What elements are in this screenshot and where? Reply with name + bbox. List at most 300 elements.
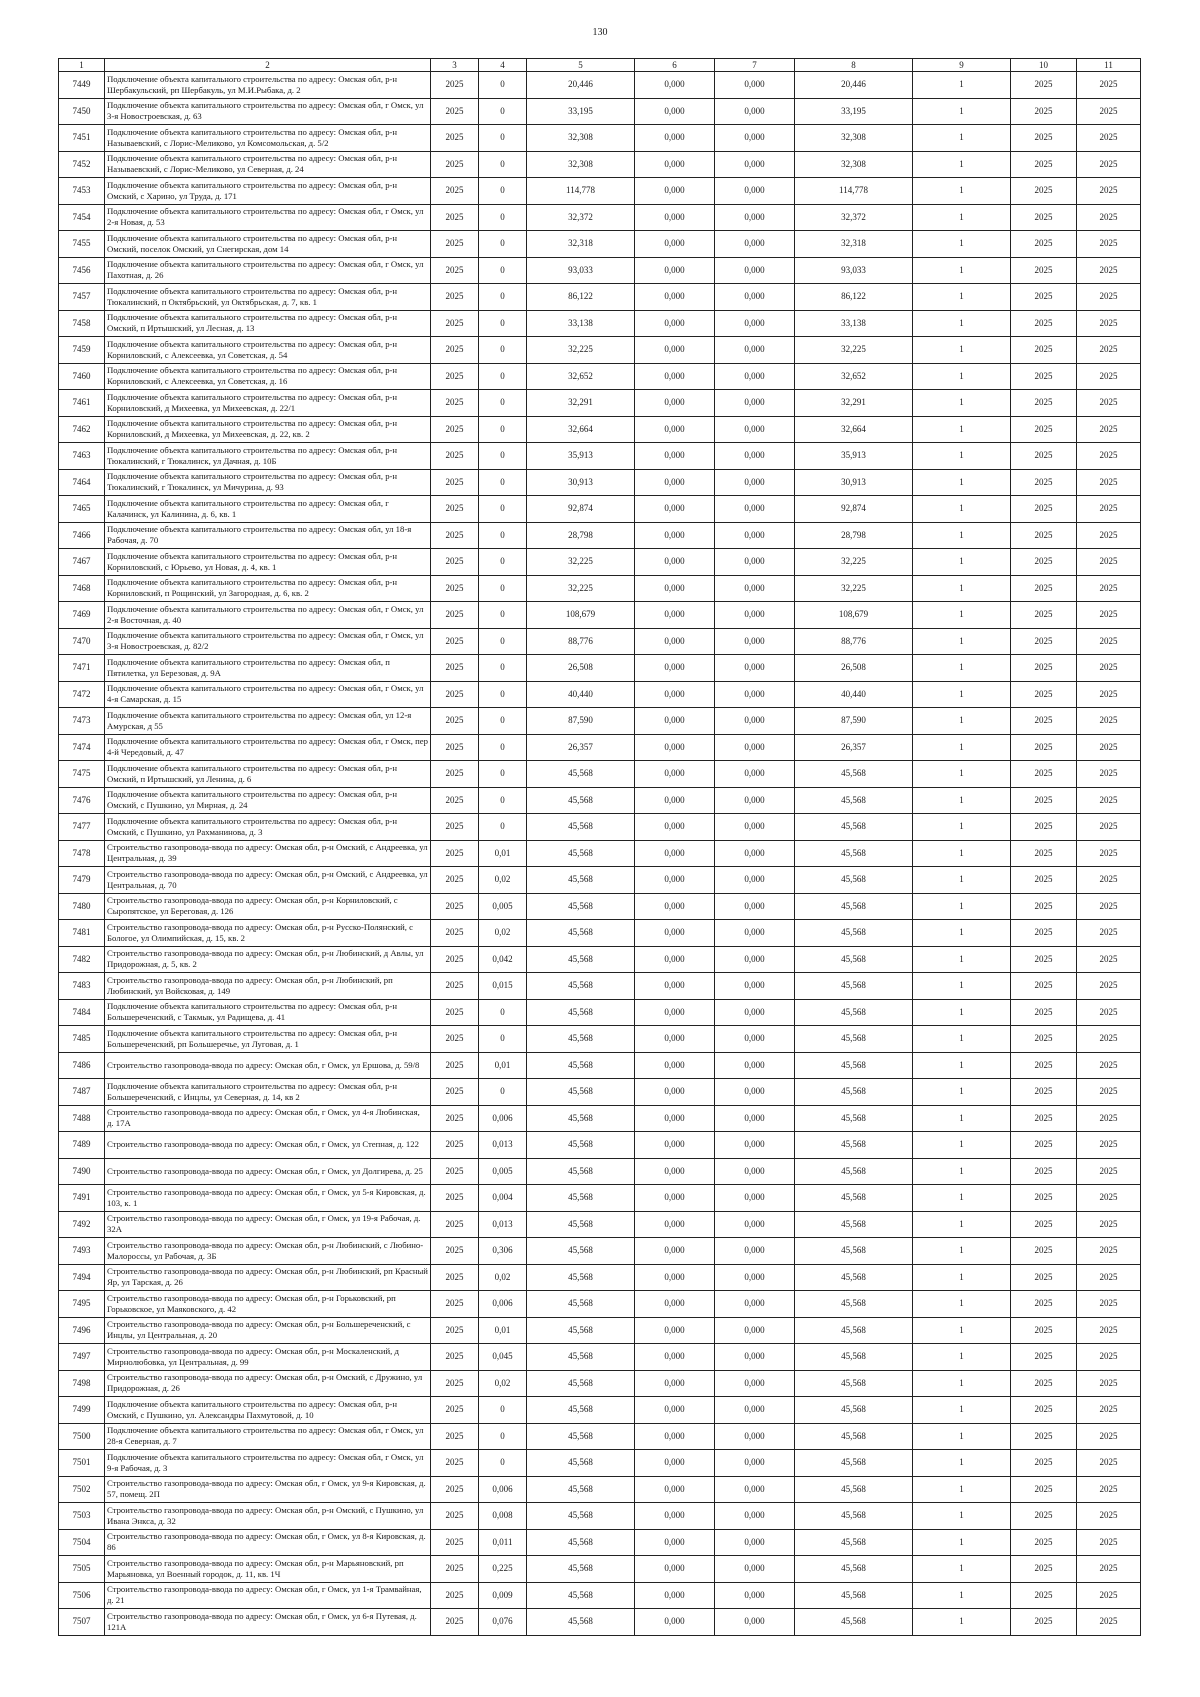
value-cell: 45,568	[527, 1317, 635, 1344]
value-cell: 0,000	[715, 1105, 795, 1132]
value-cell: 0,000	[715, 840, 795, 867]
value-cell: 87,590	[527, 708, 635, 735]
value-cell: 2025	[431, 496, 479, 523]
value-cell: 45,568	[527, 946, 635, 973]
table-row	[59, 98, 1141, 125]
value-cell: 2025	[431, 1397, 479, 1424]
value-cell: 1	[913, 390, 1011, 417]
value-cell: 45,568	[795, 1529, 913, 1556]
row-number-cell: 7504	[59, 1529, 105, 1556]
value-cell: 1	[913, 337, 1011, 364]
value-cell: 0,000	[635, 1556, 715, 1583]
value-cell: 0,000	[635, 231, 715, 258]
value-cell: 45,568	[795, 787, 913, 814]
value-cell: 86,122	[527, 284, 635, 311]
value-cell: 0,000	[635, 337, 715, 364]
value-cell: 1	[913, 1211, 1011, 1238]
description-cell: Подключение объекта капитального строительства по адресу: Омская обл, р-н Большереченский, с Такмык, ул Радищева, д. 41	[105, 999, 431, 1026]
row-number-cell: 7492	[59, 1211, 105, 1238]
value-cell: 2025	[1077, 1582, 1141, 1609]
value-cell: 0,000	[635, 787, 715, 814]
description-cell: Строительство газопровода-ввода по адресу: Омская обл, г Омск, ул 1-я Трамвайная, д. 21	[105, 1582, 431, 1609]
value-cell: 2025	[1077, 363, 1141, 390]
table-row	[59, 575, 1141, 602]
value-cell: 2025	[431, 655, 479, 682]
value-cell: 2025	[1077, 655, 1141, 682]
description-cell: Строительство газопровода-ввода по адресу: Омская обл, г Омск, ул 19-я Рабочая, д. 32А	[105, 1211, 431, 1238]
table-row	[59, 469, 1141, 496]
row-number-cell: 7459	[59, 337, 105, 364]
value-cell: 1	[913, 1105, 1011, 1132]
value-cell: 0,000	[715, 1476, 795, 1503]
value-cell: 0	[479, 1026, 527, 1053]
value-cell: 0	[479, 628, 527, 655]
value-cell: 2025	[1011, 761, 1077, 788]
value-cell: 2025	[431, 628, 479, 655]
value-cell: 2025	[1077, 628, 1141, 655]
value-cell: 0,02	[479, 1370, 527, 1397]
value-cell: 0,000	[715, 867, 795, 894]
table-row	[59, 787, 1141, 814]
value-cell: 2025	[1077, 1052, 1141, 1079]
value-cell: 0	[479, 814, 527, 841]
value-cell: 2025	[1011, 920, 1077, 947]
value-cell: 0,076	[479, 1609, 527, 1636]
value-cell: 2025	[431, 151, 479, 178]
value-cell: 26,357	[527, 734, 635, 761]
value-cell: 0,000	[635, 310, 715, 337]
value-cell: 2025	[1011, 840, 1077, 867]
value-cell: 2025	[1011, 363, 1077, 390]
value-cell: 2025	[1077, 125, 1141, 152]
table-row	[59, 310, 1141, 337]
value-cell: 2025	[1011, 310, 1077, 337]
value-cell: 0,000	[635, 1079, 715, 1106]
value-cell: 45,568	[527, 1105, 635, 1132]
value-cell: 0	[479, 390, 527, 417]
value-cell: 2025	[1077, 151, 1141, 178]
value-cell: 0,000	[715, 178, 795, 205]
value-cell: 2025	[1077, 1397, 1141, 1424]
value-cell: 2025	[1011, 1291, 1077, 1318]
row-number-cell: 7465	[59, 496, 105, 523]
value-cell: 0	[479, 522, 527, 549]
value-cell: 0,013	[479, 1211, 527, 1238]
value-cell: 32,225	[527, 549, 635, 576]
row-number-cell: 7456	[59, 257, 105, 284]
value-cell: 1	[913, 1529, 1011, 1556]
value-cell: 1	[913, 1423, 1011, 1450]
value-cell: 2025	[1077, 390, 1141, 417]
value-cell: 0,000	[635, 390, 715, 417]
value-cell: 45,568	[527, 1344, 635, 1371]
value-cell: 32,664	[795, 416, 913, 443]
value-cell: 0,000	[715, 1344, 795, 1371]
value-cell: 0,000	[635, 496, 715, 523]
description-cell: Подключение объекта капитального строительства по адресу: Омская обл, г Омск, пер 4-й Чередовый, д. 47	[105, 734, 431, 761]
value-cell: 2025	[431, 1609, 479, 1636]
row-number-cell: 7455	[59, 231, 105, 258]
value-cell: 0,045	[479, 1344, 527, 1371]
description-cell: Подключение объекта капитального строительства по адресу: Омская обл, р-н Омский, с Пушкино, ул. Александры Пахмутовой, д. 10	[105, 1397, 431, 1424]
value-cell: 32,652	[795, 363, 913, 390]
value-cell: 2025	[1011, 1026, 1077, 1053]
value-cell: 2025	[431, 1317, 479, 1344]
value-cell: 35,913	[795, 443, 913, 470]
value-cell: 2025	[1077, 575, 1141, 602]
value-cell: 45,568	[795, 1264, 913, 1291]
row-number-cell: 7500	[59, 1423, 105, 1450]
value-cell: 45,568	[527, 761, 635, 788]
value-cell: 2025	[1077, 1476, 1141, 1503]
value-cell: 2025	[1011, 867, 1077, 894]
row-number-cell: 7471	[59, 655, 105, 682]
value-cell: 0,000	[635, 1397, 715, 1424]
value-cell: 1	[913, 1450, 1011, 1477]
value-cell: 1	[913, 1026, 1011, 1053]
value-cell: 26,508	[527, 655, 635, 682]
description-cell: Подключение объекта капитального строительства по адресу: Омская обл, р-н Омский, п Иртышский, ул Лесная, д. 13	[105, 310, 431, 337]
row-number-cell: 7451	[59, 125, 105, 152]
value-cell: 0,225	[479, 1556, 527, 1583]
value-cell: 0,000	[715, 814, 795, 841]
value-cell: 1	[913, 469, 1011, 496]
value-cell: 2025	[431, 178, 479, 205]
row-number-cell: 7474	[59, 734, 105, 761]
row-number-cell: 7501	[59, 1450, 105, 1477]
value-cell: 45,568	[795, 893, 913, 920]
value-cell: 33,138	[795, 310, 913, 337]
value-cell: 45,568	[527, 999, 635, 1026]
description-cell: Строительство газопровода-ввода по адресу: Омская обл, г Омск, ул Долгирева, д. 25	[105, 1158, 431, 1185]
value-cell: 0,000	[715, 1423, 795, 1450]
value-cell: 2025	[1011, 1556, 1077, 1583]
value-cell: 2025	[1011, 72, 1077, 99]
value-cell: 87,590	[795, 708, 913, 735]
value-cell: 0,000	[635, 973, 715, 1000]
description-cell: Подключение объекта капитального строительства по адресу: Омская обл, г Омск, ул 2-я Восточная, д. 40	[105, 602, 431, 629]
value-cell: 0,000	[635, 1105, 715, 1132]
value-cell: 1	[913, 734, 1011, 761]
value-cell: 2025	[1077, 1132, 1141, 1159]
table-row	[59, 1185, 1141, 1212]
value-cell: 45,568	[527, 1582, 635, 1609]
value-cell: 2025	[1077, 549, 1141, 576]
value-cell: 0,000	[715, 1264, 795, 1291]
description-cell: Строительство газопровода-ввода по адресу: Омская обл, р-н Омский, с Андреевка, ул Центральная, д. 70	[105, 867, 431, 894]
value-cell: 1	[913, 708, 1011, 735]
row-number-cell: 7495	[59, 1291, 105, 1318]
description-cell: Подключение объекта капитального строительства по адресу: Омская обл, р-н Омский, поселок Омский, ул Снегирская, дом 14	[105, 231, 431, 258]
value-cell: 2025	[1077, 814, 1141, 841]
value-cell: 1	[913, 1344, 1011, 1371]
value-cell: 2025	[431, 1185, 479, 1212]
table-row	[59, 284, 1141, 311]
value-cell: 45,568	[795, 1450, 913, 1477]
description-cell: Подключение объекта капитального строительства по адресу: Омская обл, р-н Шербакульский, рп Шербакуль, ул М.И.Рыбака, д. 2	[105, 72, 431, 99]
value-cell: 2025	[431, 443, 479, 470]
table-row	[59, 814, 1141, 841]
description-cell: Подключение объекта капитального строительства по адресу: Омская обл, р-н Называевский, с Лорис-Меликово, ул Северная, д. 24	[105, 151, 431, 178]
value-cell: 2025	[431, 204, 479, 231]
table-row	[59, 257, 1141, 284]
value-cell: 114,778	[527, 178, 635, 205]
row-number-cell: 7453	[59, 178, 105, 205]
value-cell: 2025	[1077, 946, 1141, 973]
description-cell: Подключение объекта капитального строительства по адресу: Омская обл, р-н Омский, с Пушкино, ул Мирная, д. 24	[105, 787, 431, 814]
value-cell: 1	[913, 1158, 1011, 1185]
value-cell: 45,568	[527, 1503, 635, 1530]
value-cell: 2025	[1011, 734, 1077, 761]
value-cell: 45,568	[795, 973, 913, 1000]
value-cell: 1	[913, 840, 1011, 867]
value-cell: 0,000	[635, 1317, 715, 1344]
value-cell: 2025	[1011, 522, 1077, 549]
row-number-cell: 7461	[59, 390, 105, 417]
value-cell: 0,000	[635, 1476, 715, 1503]
description-cell: Строительство газопровода-ввода по адресу: Омская обл, г Омск, ул 5-я Кировская, д. 103, к. 1	[105, 1185, 431, 1212]
value-cell: 0,000	[715, 98, 795, 125]
value-cell: 0,000	[715, 469, 795, 496]
value-cell: 0,000	[715, 390, 795, 417]
row-number-cell: 7470	[59, 628, 105, 655]
value-cell: 2025	[431, 1291, 479, 1318]
table-row	[59, 1582, 1141, 1609]
value-cell: 0,000	[635, 178, 715, 205]
value-cell: 0,000	[635, 1158, 715, 1185]
description-cell: Подключение объекта капитального строительства по адресу: Омская обл, п Пятилетка, ул Березовая, д. 9А	[105, 655, 431, 682]
value-cell: 0,000	[715, 973, 795, 1000]
column-header-4: 4	[479, 59, 527, 72]
value-cell: 26,357	[795, 734, 913, 761]
value-cell: 45,568	[527, 1264, 635, 1291]
value-cell: 0,000	[715, 1158, 795, 1185]
table-row	[59, 151, 1141, 178]
description-cell: Подключение объекта капитального строительства по адресу: Омская обл, р-н Корниловский, с Юрьево, ул Новая, д. 4, кв. 1	[105, 549, 431, 576]
value-cell: 45,568	[795, 1185, 913, 1212]
table-row	[59, 1238, 1141, 1265]
value-cell: 0,000	[715, 628, 795, 655]
description-cell: Подключение объекта капитального строительства по адресу: Омская обл, р-н Корниловский, п Рощинский, ул Загородная, д. 6, кв. 2	[105, 575, 431, 602]
value-cell: 1	[913, 1370, 1011, 1397]
value-cell: 45,568	[795, 1158, 913, 1185]
value-cell: 2025	[431, 98, 479, 125]
value-cell: 0	[479, 655, 527, 682]
value-cell: 1	[913, 946, 1011, 973]
value-cell: 2025	[431, 602, 479, 629]
value-cell: 45,568	[795, 920, 913, 947]
value-cell: 2025	[1077, 496, 1141, 523]
value-cell: 0	[479, 496, 527, 523]
value-cell: 2025	[1077, 893, 1141, 920]
value-cell: 1	[913, 231, 1011, 258]
table-row	[59, 496, 1141, 523]
row-number-cell: 7473	[59, 708, 105, 735]
value-cell: 32,318	[795, 231, 913, 258]
value-cell: 2025	[431, 973, 479, 1000]
value-cell: 0,000	[635, 98, 715, 125]
value-cell: 2025	[1011, 443, 1077, 470]
value-cell: 1	[913, 575, 1011, 602]
value-cell: 26,508	[795, 655, 913, 682]
row-number-cell: 7487	[59, 1079, 105, 1106]
value-cell: 0	[479, 575, 527, 602]
value-cell: 45,568	[795, 999, 913, 1026]
value-cell: 2025	[1011, 1052, 1077, 1079]
value-cell: 0,000	[635, 284, 715, 311]
value-cell: 0	[479, 469, 527, 496]
row-number-cell: 7497	[59, 1344, 105, 1371]
description-cell: Строительство газопровода-ввода по адресу: Омская обл, р-н Любинский, с Любино-Малороссы, ул Рабочая, д. 3Б	[105, 1238, 431, 1265]
value-cell: 0,000	[715, 1185, 795, 1212]
value-cell: 2025	[1011, 1370, 1077, 1397]
row-number-cell: 7494	[59, 1264, 105, 1291]
value-cell: 1	[913, 999, 1011, 1026]
value-cell: 2025	[1011, 1423, 1077, 1450]
value-cell: 1	[913, 761, 1011, 788]
value-cell: 2025	[431, 416, 479, 443]
value-cell: 45,568	[527, 973, 635, 1000]
description-cell: Строительство газопровода-ввода по адресу: Омская обл, р-н Москаленский, д Мирнолюбовка, ул Центральная, д. 99	[105, 1344, 431, 1371]
value-cell: 45,568	[795, 1132, 913, 1159]
row-number-cell: 7482	[59, 946, 105, 973]
value-cell: 0	[479, 1423, 527, 1450]
value-cell: 2025	[1077, 443, 1141, 470]
row-number-cell: 7460	[59, 363, 105, 390]
table-row	[59, 708, 1141, 735]
value-cell: 32,291	[527, 390, 635, 417]
value-cell: 0,000	[635, 999, 715, 1026]
value-cell: 1	[913, 655, 1011, 682]
value-cell: 2025	[1011, 1079, 1077, 1106]
value-cell: 2025	[431, 284, 479, 311]
value-cell: 33,195	[795, 98, 913, 125]
value-cell: 1	[913, 1052, 1011, 1079]
value-cell: 0,000	[715, 1556, 795, 1583]
row-number-cell: 7490	[59, 1158, 105, 1185]
value-cell: 0,013	[479, 1132, 527, 1159]
value-cell: 2025	[431, 1158, 479, 1185]
value-cell: 1	[913, 1291, 1011, 1318]
value-cell: 0,000	[635, 363, 715, 390]
table-row	[59, 1211, 1141, 1238]
value-cell: 0	[479, 602, 527, 629]
value-cell: 0,000	[635, 257, 715, 284]
value-cell: 2025	[1077, 840, 1141, 867]
value-cell: 0,000	[635, 151, 715, 178]
value-cell: 1	[913, 920, 1011, 947]
value-cell: 0	[479, 337, 527, 364]
value-cell: 2025	[431, 1556, 479, 1583]
value-cell: 45,568	[795, 814, 913, 841]
row-number-cell: 7478	[59, 840, 105, 867]
value-cell: 2025	[1077, 204, 1141, 231]
value-cell: 1	[913, 310, 1011, 337]
value-cell: 45,568	[795, 1397, 913, 1424]
value-cell: 1	[913, 72, 1011, 99]
value-cell: 2025	[1011, 98, 1077, 125]
value-cell: 2025	[431, 231, 479, 258]
value-cell: 2025	[1077, 284, 1141, 311]
value-cell: 1	[913, 1582, 1011, 1609]
value-cell: 30,913	[527, 469, 635, 496]
description-cell: Строительство газопровода-ввода по адресу: Омская обл, р-н Любинский, рп Любинский, ул Войсковая, д. 149	[105, 973, 431, 1000]
row-number-cell: 7466	[59, 522, 105, 549]
value-cell: 2025	[1077, 1609, 1141, 1636]
value-cell: 0,000	[715, 1317, 795, 1344]
value-cell: 92,874	[527, 496, 635, 523]
description-cell: Строительство газопровода-ввода по адресу: Омская обл, г Омск, ул Степная, д. 122	[105, 1132, 431, 1159]
value-cell: 2025	[431, 1264, 479, 1291]
value-cell: 45,568	[527, 1238, 635, 1265]
value-cell: 45,568	[527, 1529, 635, 1556]
value-cell: 0,000	[715, 416, 795, 443]
table-row	[59, 337, 1141, 364]
table-row	[59, 1079, 1141, 1106]
row-number-cell: 7502	[59, 1476, 105, 1503]
value-cell: 0,000	[635, 946, 715, 973]
value-cell: 0,000	[635, 655, 715, 682]
table-row	[59, 416, 1141, 443]
table-row	[59, 1476, 1141, 1503]
row-number-cell: 7463	[59, 443, 105, 470]
value-cell: 1	[913, 1476, 1011, 1503]
value-cell: 0,000	[635, 1211, 715, 1238]
value-cell: 32,308	[795, 125, 913, 152]
value-cell: 0,000	[715, 920, 795, 947]
description-cell: Подключение объекта капитального строительства по адресу: Омская обл, р-н Тюкалинский, г Тюкалинск, ул Дачная, д. 10Б	[105, 443, 431, 470]
value-cell: 0,000	[635, 1503, 715, 1530]
value-cell: 2025	[431, 257, 479, 284]
value-cell: 0,000	[715, 496, 795, 523]
value-cell: 2025	[1011, 893, 1077, 920]
value-cell: 0,01	[479, 840, 527, 867]
description-cell: Подключение объекта капитального строительства по адресу: Омская обл, р-н Омский, с Харино, ул Труда, д. 171	[105, 178, 431, 205]
value-cell: 0	[479, 681, 527, 708]
value-cell: 2025	[1011, 1158, 1077, 1185]
value-cell: 45,568	[527, 1291, 635, 1318]
value-cell: 45,568	[527, 1423, 635, 1450]
value-cell: 0,02	[479, 867, 527, 894]
value-cell: 0,000	[715, 231, 795, 258]
value-cell: 0,000	[635, 549, 715, 576]
value-cell: 1	[913, 973, 1011, 1000]
row-number-cell: 7454	[59, 204, 105, 231]
value-cell: 2025	[431, 337, 479, 364]
value-cell: 45,568	[527, 1158, 635, 1185]
value-cell: 45,568	[527, 1450, 635, 1477]
value-cell: 1	[913, 151, 1011, 178]
table-row	[59, 734, 1141, 761]
value-cell: 0,009	[479, 1582, 527, 1609]
value-cell: 20,446	[795, 72, 913, 99]
value-cell: 2025	[1011, 681, 1077, 708]
value-cell: 2025	[1077, 867, 1141, 894]
table-row	[59, 602, 1141, 629]
value-cell: 2025	[1077, 1079, 1141, 1106]
value-cell: 2025	[1077, 257, 1141, 284]
value-cell: 2025	[1011, 1529, 1077, 1556]
value-cell: 0,000	[715, 1529, 795, 1556]
value-cell: 45,568	[795, 1105, 913, 1132]
value-cell: 0,000	[635, 416, 715, 443]
value-cell: 2025	[1011, 231, 1077, 258]
value-cell: 2025	[1011, 416, 1077, 443]
value-cell: 0,000	[635, 708, 715, 735]
description-cell: Строительство газопровода-ввода по адресу: Омская обл, р-н Омский, с Андреевка, ул Центральная, д. 39	[105, 840, 431, 867]
row-number-cell: 7496	[59, 1317, 105, 1344]
column-header-2: 2	[105, 59, 431, 72]
